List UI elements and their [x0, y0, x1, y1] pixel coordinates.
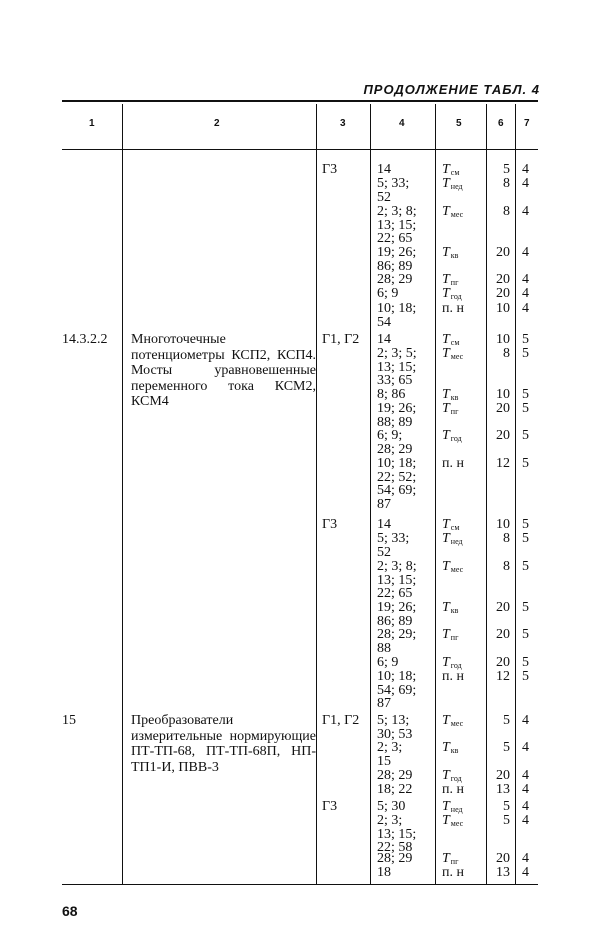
period-values: [377, 656, 398, 670]
period-value-line: 19; 26;: [377, 401, 417, 416]
col6-value: 20: [496, 851, 510, 866]
period-value-line: 14: [377, 332, 391, 347]
symbol-letter: Т: [442, 655, 450, 670]
period-values: [377, 246, 416, 273]
col7-value: 5: [522, 346, 529, 361]
group-label: Г3: [322, 799, 338, 814]
period-value-line: 87: [377, 696, 391, 711]
period-values: [377, 628, 416, 655]
symbol-letter: Т: [442, 851, 450, 866]
col6-value: 10: [496, 301, 510, 316]
symbol-subscript: год: [450, 292, 462, 301]
col7-value: 4: [522, 782, 529, 797]
symbol-letter: Т: [442, 768, 450, 783]
col6-value: 20: [496, 428, 510, 443]
section-description: Преобразователи измерительные нормирующие ПТ-ТП-68, ПТ-ТП-68П, НП-ТП1-И, ПВВ-3: [131, 713, 316, 775]
period-values: [377, 287, 398, 301]
period-symbol: [442, 177, 463, 194]
period-value-line: 15: [377, 753, 391, 769]
header-rule: [62, 149, 538, 150]
col6-value: 8: [503, 204, 510, 219]
symbol-letter: Т: [442, 713, 450, 728]
symbol-subscript: нед: [450, 537, 463, 546]
symbol-subscript: год: [450, 774, 462, 783]
col7-value: 4: [522, 740, 529, 755]
period-values: [377, 783, 412, 797]
period-symbol: [442, 714, 463, 731]
period-values: [377, 769, 412, 783]
col6-value: 13: [496, 865, 510, 880]
section-number: 14.3.2.2: [62, 332, 108, 347]
period-values: [377, 800, 405, 814]
period-values: [377, 670, 416, 711]
symbol-subscript: кв: [450, 606, 459, 615]
period-value-line: 22; 65: [377, 586, 413, 601]
symbol-subscript: см: [450, 168, 460, 177]
period-value-line: 10; 18;: [377, 669, 417, 684]
period-values: [377, 402, 416, 429]
period-value-line: 28; 29: [377, 272, 413, 287]
period-values: [377, 866, 391, 880]
col7-value: 5: [522, 387, 529, 402]
period-symbol: [442, 783, 464, 797]
col7-value: 4: [522, 245, 529, 260]
period-values: [377, 457, 416, 511]
symbol-letter: Т: [442, 286, 450, 301]
period-value-line: 88: [377, 640, 391, 656]
col7-value: 4: [522, 272, 529, 287]
col7-value: 5: [522, 456, 529, 471]
col6-value: 5: [503, 162, 510, 177]
period-value-line: 52: [377, 544, 391, 560]
symbol-letter: Т: [442, 401, 450, 416]
col6-value: 12: [496, 456, 510, 471]
column-divider: [515, 104, 516, 884]
period-value-line: 88; 89: [377, 414, 413, 430]
symbol-letter: Т: [442, 627, 450, 642]
period-value-line: 13; 15;: [377, 572, 417, 588]
period-value-line: 2; 3;: [377, 813, 403, 828]
col7-value: 5: [522, 669, 529, 684]
period-values: [377, 333, 391, 347]
period-values: [377, 560, 417, 601]
period-value-line: 6; 9;: [377, 428, 403, 443]
col7-value: 5: [522, 517, 529, 532]
group-label: Г3: [322, 162, 338, 177]
period-values: [377, 714, 412, 741]
period-value-line: 19; 26;: [377, 600, 417, 615]
column-divider: [122, 104, 123, 884]
period-values: [377, 741, 402, 768]
period-value-line: 2; 3; 8;: [377, 204, 417, 219]
col6-value: 12: [496, 669, 510, 684]
period-symbol: [442, 814, 463, 831]
symbol-letter: Т: [442, 813, 450, 828]
period-value-line: 6; 9: [377, 286, 399, 301]
period-value-line: 22; 65: [377, 231, 413, 246]
column-header-4: 4: [399, 118, 405, 129]
col7-value: 5: [522, 600, 529, 615]
period-value-line: 52: [377, 189, 391, 205]
symbol-subscript: мес: [450, 352, 464, 361]
page-number: 68: [62, 903, 78, 919]
symbol-letter: Т: [442, 559, 450, 574]
col6-value: 10: [496, 332, 510, 347]
period-value-line: 2; 3;: [377, 740, 403, 755]
col6-value: 5: [503, 799, 510, 814]
symbol-letter: Т: [442, 272, 450, 287]
period-symbol: [442, 429, 462, 446]
col7-value: 5: [522, 531, 529, 546]
period-values: [377, 814, 416, 855]
symbol-subscript: нед: [450, 182, 463, 191]
symbol-letter: Т: [442, 204, 450, 219]
period-value-line: 13; 15;: [377, 217, 417, 233]
col6-value: 10: [496, 517, 510, 532]
col7-value: 4: [522, 813, 529, 828]
col6-value: 20: [496, 272, 510, 287]
col6-value: 8: [503, 346, 510, 361]
period-value-line: 5; 33;: [377, 531, 410, 546]
symbol-subscript: кв: [450, 393, 459, 402]
symbol-letter: Т: [442, 531, 450, 546]
symbol-letter: Т: [442, 740, 450, 755]
period-value-line: 22; 58: [377, 840, 413, 855]
symbol-subscript: пг: [450, 407, 459, 416]
group-label: Г3: [322, 517, 338, 532]
period-value-line: 28; 29;: [377, 627, 417, 642]
period-value-line: 14: [377, 162, 391, 177]
col6-value: 8: [503, 531, 510, 546]
symbol-subscript: кв: [450, 251, 459, 260]
col7-value: 5: [522, 559, 529, 574]
col7-value: 5: [522, 428, 529, 443]
period-symbol: [442, 457, 464, 471]
column-divider: [370, 104, 371, 884]
symbol-text: п. н: [442, 669, 464, 684]
symbol-letter: Т: [442, 428, 450, 443]
period-value-line: 18; 22: [377, 782, 413, 797]
period-value-line: 30; 53: [377, 726, 413, 742]
symbol-subscript: пг: [450, 857, 459, 866]
column-header-6: 6: [498, 118, 504, 129]
col7-value: 4: [522, 176, 529, 191]
symbol-letter: Т: [442, 176, 450, 191]
period-value-line: 18: [377, 865, 391, 880]
col6-value: 20: [496, 401, 510, 416]
symbol-letter: Т: [442, 332, 450, 347]
section-description: Многоточечные потенциометры КСП2, КСП4. Мосты уравновешенные переменного тока КСМ2, КСМ4: [131, 332, 316, 409]
period-value-line: 28; 29: [377, 768, 413, 783]
period-symbol: [442, 246, 458, 263]
symbol-text: п. н: [442, 865, 464, 880]
col6-value: 20: [496, 600, 510, 615]
symbol-letter: Т: [442, 517, 450, 532]
period-value-line: 86; 89: [377, 258, 413, 274]
period-value-line: 28; 29: [377, 851, 413, 866]
period-value-line: 54; 69;: [377, 483, 417, 498]
col7-value: 4: [522, 768, 529, 783]
period-values: [377, 347, 417, 388]
symbol-subscript: нед: [450, 805, 463, 814]
period-values: [377, 532, 409, 559]
period-value-line: 10; 18;: [377, 301, 417, 316]
top-rule: [62, 100, 538, 102]
col7-value: 4: [522, 204, 529, 219]
col6-value: 5: [503, 813, 510, 828]
col6-value: 20: [496, 655, 510, 670]
table-caption: ПРОДОЛЖЕНИЕ ТАБЛ. 4: [363, 82, 540, 97]
symbol-subscript: год: [450, 434, 462, 443]
period-values: [377, 518, 391, 532]
symbol-subscript: мес: [450, 210, 464, 219]
column-header-2: 2: [214, 118, 220, 129]
period-value-line: 5; 33;: [377, 176, 410, 191]
col6-value: 8: [503, 559, 510, 574]
symbol-subscript: пг: [450, 633, 459, 642]
col7-value: 5: [522, 401, 529, 416]
col7-value: 5: [522, 332, 529, 347]
period-value-line: 13; 15;: [377, 826, 417, 842]
period-value-line: 22; 52;: [377, 469, 417, 485]
symbol-letter: Т: [442, 162, 450, 177]
column-header-7: 7: [524, 118, 530, 129]
column-divider: [316, 104, 317, 884]
symbol-subscript: пг: [450, 278, 459, 287]
col7-value: 4: [522, 301, 529, 316]
symbol-subscript: мес: [450, 565, 464, 574]
col7-value: 4: [522, 851, 529, 866]
col6-value: 20: [496, 627, 510, 642]
period-value-line: 2; 3; 8;: [377, 559, 417, 574]
col7-value: 4: [522, 865, 529, 880]
symbol-letter: Т: [442, 346, 450, 361]
col6-value: 20: [496, 245, 510, 260]
col7-value: 4: [522, 799, 529, 814]
col7-value: 5: [522, 655, 529, 670]
column-divider: [435, 104, 436, 884]
period-values: [377, 273, 412, 287]
period-symbol: [442, 560, 463, 577]
period-values: [377, 163, 391, 177]
period-values: [377, 302, 416, 329]
period-value-line: 87: [377, 496, 391, 512]
col6-value: 13: [496, 782, 510, 797]
symbol-letter: Т: [442, 245, 450, 260]
period-value-line: 54; 69;: [377, 682, 417, 698]
symbol-letter: Т: [442, 799, 450, 814]
column-header-5: 5: [456, 118, 462, 129]
period-value-line: 13; 15;: [377, 359, 417, 375]
column-divider: [486, 104, 487, 884]
symbol-text: п. н: [442, 456, 464, 471]
period-symbol: [442, 532, 463, 549]
period-values: [377, 388, 405, 402]
period-symbol: [442, 866, 464, 880]
col7-value: 4: [522, 713, 529, 728]
period-value-line: 6; 9: [377, 655, 399, 670]
symbol-subscript: мес: [450, 819, 464, 828]
group-label: Г1, Г2: [322, 713, 360, 728]
period-value-line: 8; 86: [377, 387, 406, 402]
period-values: [377, 205, 417, 246]
col6-value: 8: [503, 176, 510, 191]
period-symbol: [442, 402, 458, 419]
period-values: [377, 601, 416, 628]
col6-value: 20: [496, 768, 510, 783]
symbol-subscript: год: [450, 661, 462, 670]
col6-value: 20: [496, 286, 510, 301]
symbol-subscript: см: [450, 338, 460, 347]
period-symbol: [442, 601, 458, 618]
period-values: [377, 852, 412, 866]
period-value-line: 5; 30: [377, 799, 406, 814]
column-header-1: 1: [89, 118, 95, 129]
period-symbol: [442, 347, 463, 364]
column-header-3: 3: [340, 118, 346, 129]
symbol-subscript: см: [450, 523, 460, 532]
symbol-letter: Т: [442, 600, 450, 615]
period-symbol: [442, 670, 464, 684]
period-value-line: 54: [377, 314, 391, 330]
period-value-line: 14: [377, 517, 391, 532]
period-values: [377, 429, 412, 456]
symbol-text: п. н: [442, 782, 464, 797]
col6-value: 10: [496, 387, 510, 402]
symbol-text: п. н: [442, 301, 464, 316]
period-values: [377, 177, 409, 204]
period-value-line: 19; 26;: [377, 245, 417, 260]
section-number: 15: [62, 713, 76, 728]
symbol-subscript: мес: [450, 719, 464, 728]
col6-value: 5: [503, 713, 510, 728]
period-symbol: [442, 205, 463, 222]
col7-value: 4: [522, 162, 529, 177]
period-symbol: [442, 741, 458, 758]
period-value-line: 5; 13;: [377, 713, 410, 728]
period-value-line: 33; 65: [377, 373, 413, 388]
symbol-subscript: кв: [450, 746, 459, 755]
col6-value: 5: [503, 740, 510, 755]
col7-value: 5: [522, 627, 529, 642]
group-label: Г1, Г2: [322, 332, 360, 347]
period-value-line: 28; 29: [377, 441, 413, 457]
period-value-line: 10; 18;: [377, 456, 417, 471]
period-symbol: [442, 302, 464, 316]
period-symbol: [442, 628, 458, 645]
period-value-line: 2; 3; 5;: [377, 346, 417, 361]
symbol-letter: Т: [442, 387, 450, 402]
bottom-rule: [62, 884, 538, 885]
col7-value: 4: [522, 286, 529, 301]
period-value-line: 86; 89: [377, 613, 413, 629]
